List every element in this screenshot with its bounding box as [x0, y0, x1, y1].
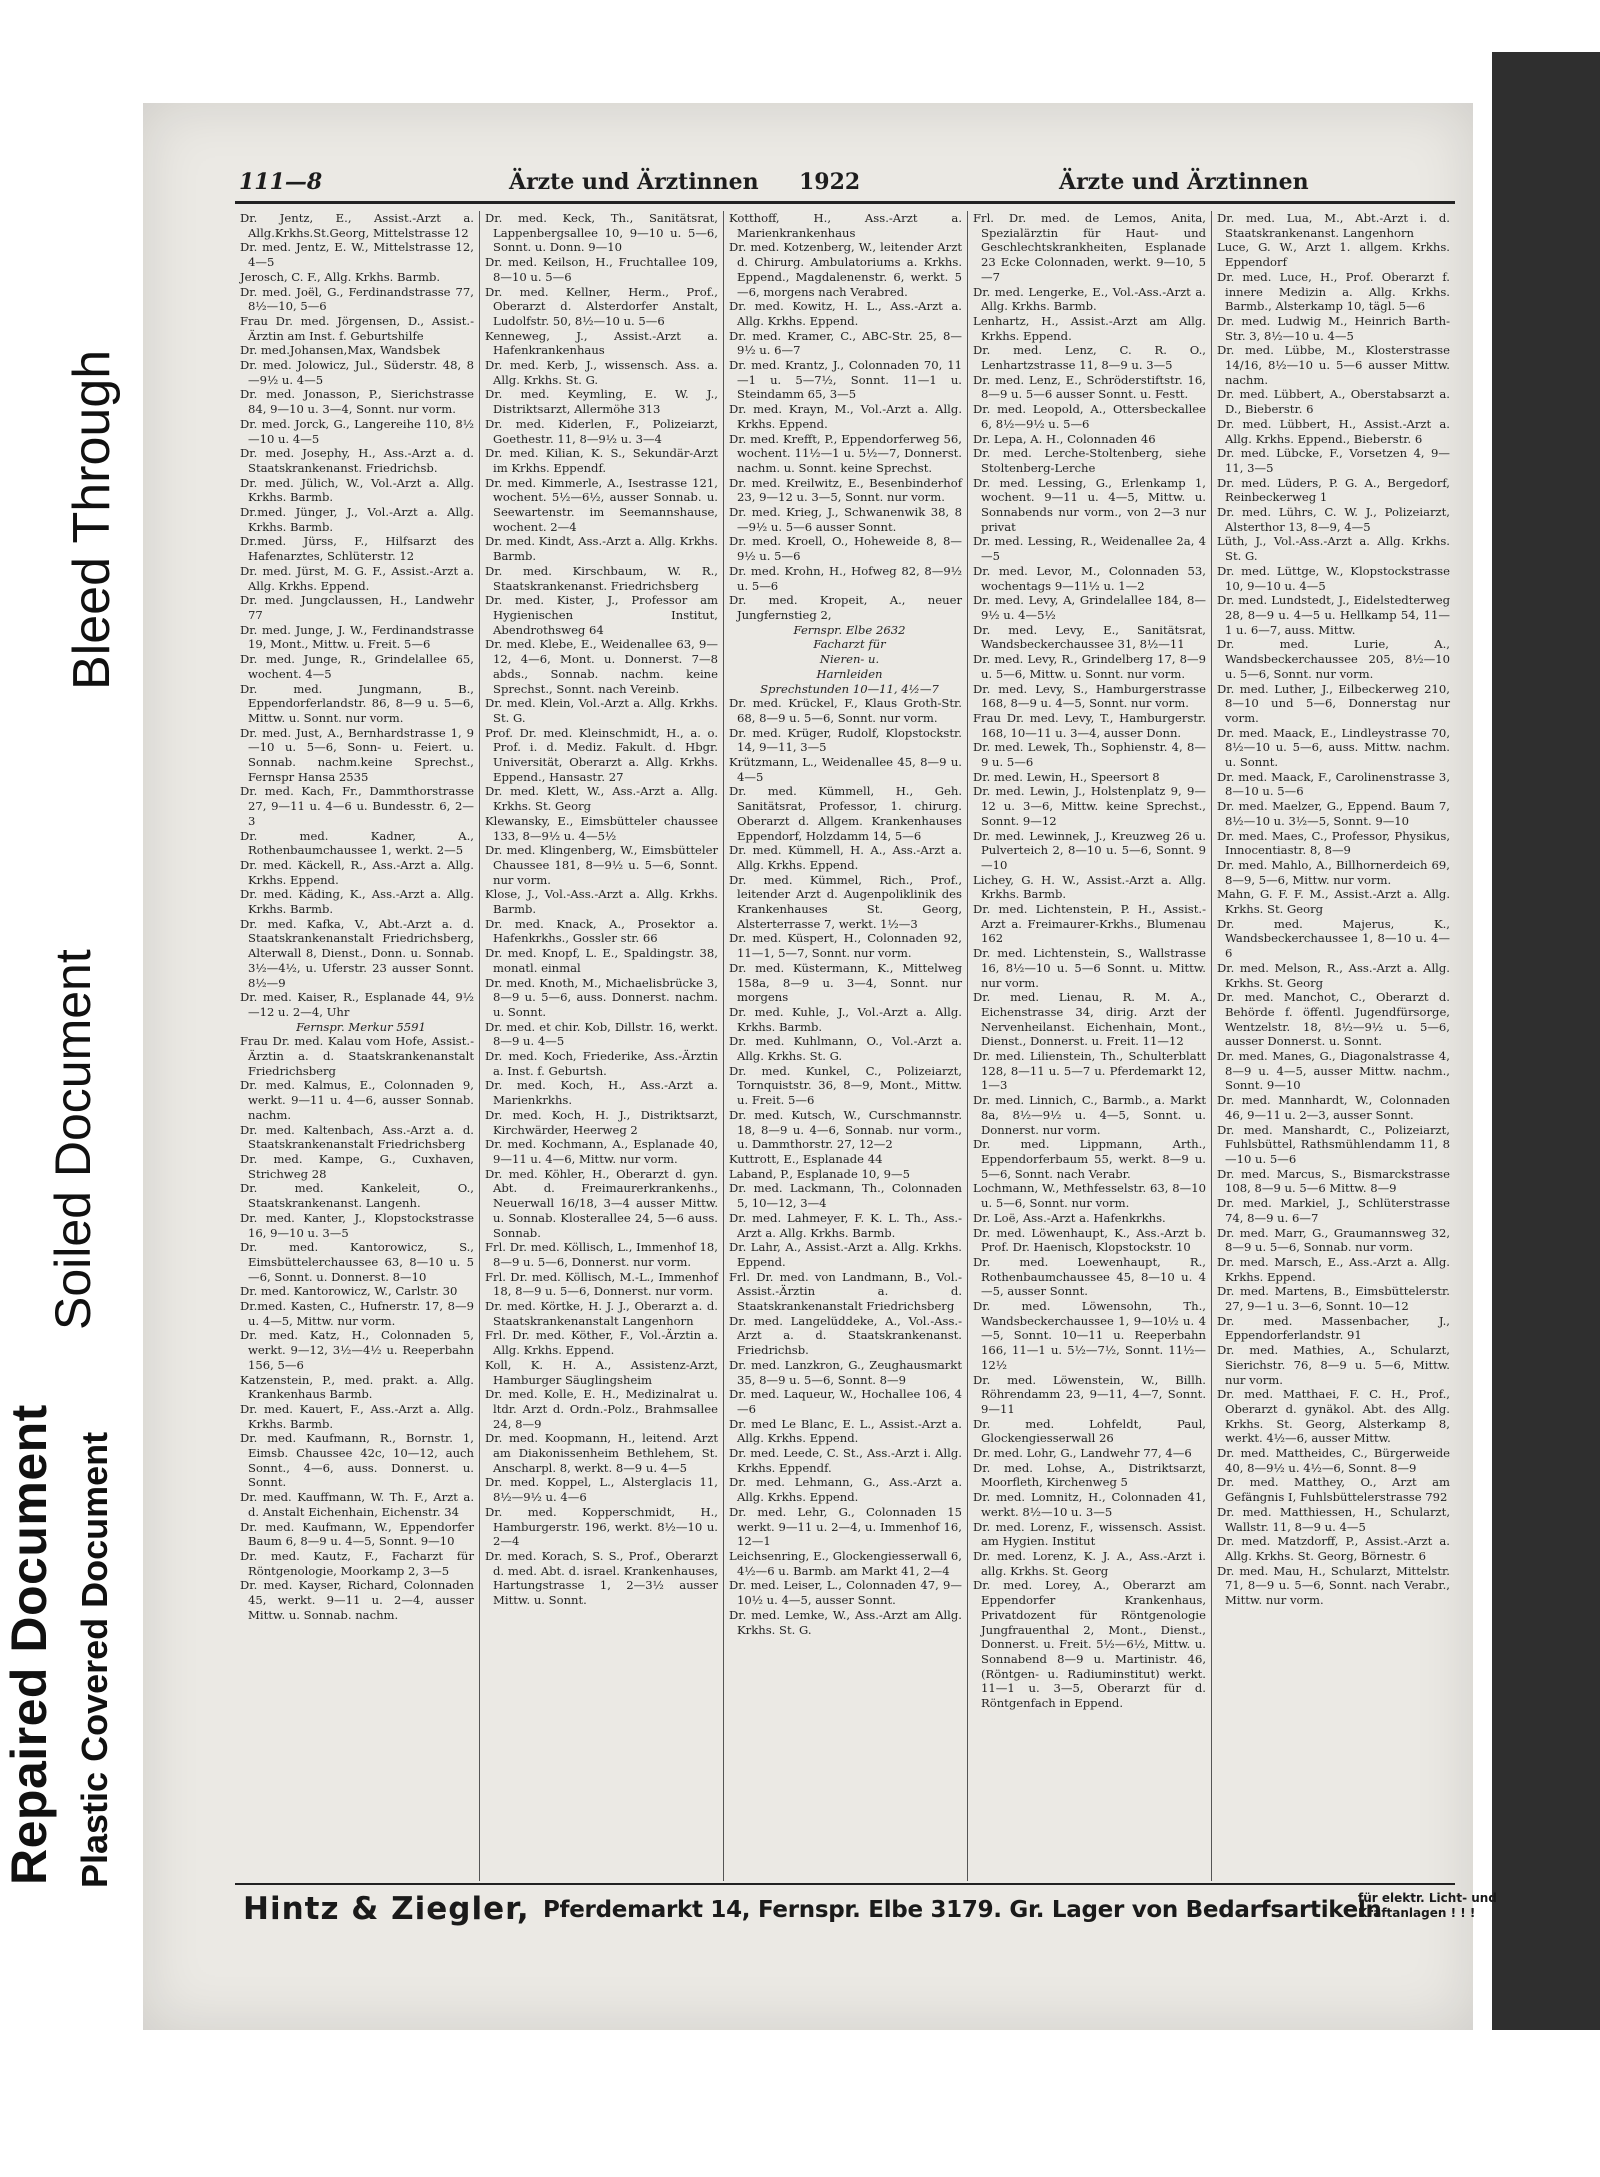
directory-entry: Dr. med. Jentz, E. W., Mittelstrasse 12, 4—5 [240, 240, 474, 270]
directory-entry: Dr. med. Löwensohn, Th., Wandsbeckerchaussee 1, 9—10½ u. 4—5, Sonnt. 10—11 u. Reeperbahn 166, 11—1 u. 5½—7½, Sonnt. 11½—12½ [973, 1299, 1206, 1372]
directory-entry: Dr. med. Joël, G., Ferdinandstrasse 77, 8½—10, 5—6 [240, 284, 474, 314]
directory-entry: Dr. med. et chir. Kob, Dillstr. 16, werkt. 8—9 u. 4—5 [485, 1019, 718, 1049]
directory-entry: Dr. med. Luce, H., Prof. Oberarzt f. innere Medizin a. Allg. Krkhs. Barmb., Alsterkamp 10, tägl. 5—6 [1217, 269, 1450, 314]
directory-entry: Dr. med. Lewinnek, J., Kreuzweg 26 u. Pulverteich 2, 8—10 u. 5—6, Sonnt. 9—10 [973, 828, 1206, 872]
directory-entry: Dr. med. Lerche-Stoltenberg, siehe Stoltenberg-Lerche [973, 446, 1206, 475]
directory-entry: Lüth, J., Vol.-Ass.-Arzt a. Allg. Krkhs. St. G. [1217, 534, 1450, 564]
column-3 [723, 211, 967, 1881]
directory-entry: Dr. med. Marsch, E., Ass.-Arzt a. Allg. Krkhs. Eppend. [1217, 1254, 1450, 1284]
directory-entry: Dr. med. Langelüddeke, A., Vol.-Ass.-Arzt a. d. Staatskrankenanst. Friedrichsb. [729, 1313, 962, 1358]
directory-entry: Dr. med. Käckell, R., Ass.-Arzt a. Allg. Krkhs. Eppend. [240, 857, 474, 887]
directory-entry: Dr. med. Kroell, O., Hoheweide 8, 8—9½ u. 5—6 [729, 534, 962, 564]
directory-entry: Kotthoff, H., Ass.-Arzt a. Marienkrankenhaus [729, 211, 962, 240]
directory-entry: Dr. med. Levy, S., Hamburgerstrasse 168, 8—9 u. 4—5, Sonnt. nur vorm. [973, 681, 1206, 711]
directory-entry: Dr. med. Lüttge, W., Klopstockstrasse 10, 9—10 u. 4—5 [1217, 563, 1450, 593]
directory-entry: Dr. med. Lienau, R. M. A., Eichenstrasse 34, dirig. Arzt der Nervenheilanst. Eichenhain, Mont., Dienst., Donnerst. u. Freit. 11—12 [973, 990, 1206, 1049]
directory-entry: Dr. med. Maack, E., Lindleystrasse 70, 8½—10 u. 5—6, auss. Mittw. nachm. u. Sonnt. [1217, 725, 1450, 770]
directory-entry: Fernspr. Merkur 5591 [296, 1019, 426, 1034]
directory-entry: Dr. med. Melson, R., Ass.-Arzt a. Allg. Krkhs. St. Georg [1217, 960, 1450, 990]
directory-entry: Dr. med. Klebe, E., Weidenallee 63, 9—12, 4—6, Mont. u. Donnerst. 7—8 abds., Sonnab. nachm. keine Sprechst., Sonnt. nach Vereinb. [485, 637, 718, 696]
directory-entry: Harnleiden [816, 666, 883, 681]
directory-entry: Dr. med. Lurie, A., Wandsbeckerchaussee 205, 8½—10 u. 5—6, Sonnt. nur vorm. [1217, 637, 1450, 681]
directory-entry: Dr. med. Levor, M., Colonnaden 53, wochentags 9—11½ u. 1—2 [973, 563, 1206, 593]
directory-entry: Dr. med. Klein, Vol.-Arzt a. Allg. Krkhs. St. G. [485, 696, 718, 725]
directory-entry: Dr. med. Lübcke, F., Vorsetzen 4, 9—11, 3—5 [1217, 446, 1450, 475]
directory-entry: Facharzt für [813, 637, 886, 652]
directory-entry: Dr. med. Lohr, G., Landwehr 77, 4—6 [973, 1446, 1192, 1461]
ad-address: Pferdemarkt 14, Fernspr. Elbe 3179. Gr. Lager von Bedarfsartikeln [543, 1897, 1382, 1923]
directory-entry: Frl. Dr. med. Köllisch, M.-L., Immenhof 18, 8—9 u. 5—6, Donnerst. nur vorm. [485, 1269, 718, 1299]
directory-entry: Dr. med. Keymling, E. W. J., Distriktsarzt, Allermöhe 313 [485, 387, 718, 417]
label-bleed-through: Bleed Through [63, 349, 121, 690]
directory-entry: Lochmann, W., Methfesselstr. 63, 8—10 u. 5—6, Sonnt. nur vorm. [973, 1181, 1206, 1211]
ad-side-line-1: für elektr. Licht- und [1358, 1891, 1497, 1905]
directory-entry: Dr. med. Keck, Th., Sanitätsrat, Lappenbergsallee 10, 9—10 u. 5—6, Sonnt. u. Donn. 9—10 [485, 211, 718, 255]
directory-entry: Dr. med. Mattheides, C., Bürgerweide 40, 8—9½ u. 4½—6, Sonnt. 8—9 [1217, 1446, 1450, 1475]
directory-entry: Dr.med. Kasten, C., Hufnerstr. 17, 8—9 u. 4—5, Mittw. nur vorm. [240, 1299, 474, 1328]
directory-entry: Dr. med. Löwenhaupt, K., Ass.-Arzt b. Prof. Dr. Haenisch, Klopstockstr. 10 [973, 1225, 1206, 1255]
directory-entry: Luce, G. W., Arzt 1. allgem. Krkhs. Eppendorf [1217, 240, 1450, 270]
label-repaired-document: Repaired Document [1, 1404, 57, 1885]
directory-entry: Dr. med. Lenz, E., Schröderstiftstr. 16, 8—9 u. 5—6 ausser Sonnt. u. Festt. [973, 372, 1206, 402]
directory-entry: Fernspr. Elbe 2632 [793, 622, 906, 637]
directory-entry: Dr. med. Krieg, J., Schwanenwik 38, 8—9½ u. 5—6 ausser Sonnt. [729, 505, 962, 534]
directory-entry: Dr. med. Klingenberg, W., Eimsbütteler Chaussee 181, 8—9½ u. 5—6, Sonnt. nur vorm. [485, 843, 718, 887]
ad-side-text [1358, 1891, 1497, 1921]
directory-entry: Dr. med. Jürst, M. G. F., Assist.-Arzt a. Allg. Krkhs. Eppend. [240, 563, 474, 593]
directory-entry: Dr. med. Kilian, K. S., Sekundär-Arzt im Krkhs. Eppendf. [485, 446, 718, 475]
directory-entry: Dr. med. Kantorowicz, S., Eimsbüttelerchaussee 63, 8—10 u. 5—6, Sonnt. u. Donnerst. 8—10 [240, 1240, 474, 1284]
directory-entry: Dr. med. Maelzer, G., Eppend. Baum 7, 8½—10 u. 3½—5, Sonnt. 9—10 [1217, 799, 1450, 828]
column-4 [967, 211, 1211, 1881]
directory-entry: Dr. med. Lua, M., Abt.-Arzt i. d. Staatskrankenanst. Langenhorn [1217, 211, 1450, 240]
directory-entry: Dr. med. Lübbert, A., Oberstabsarzt a. D., Bieberstr. 6 [1217, 387, 1450, 417]
directory-entry: Dr. med. Lorey, A., Oberarzt am Eppendorfer Krankenhaus, Privatdozent für Röntgenologie Jungfrauenthal 2, Mont., Dienst., Donnerst. u. Freit. 5½—6½, Mittw. u. Sonnabend 8—9 u. Martinistr. 46, (Röntgen- u. Radiuminstitut) werkt. 11—1 u. 3—5, Oberarzt für d. Röntgenfach in Eppend. [973, 1578, 1206, 1711]
directory-entry: Frl. Dr. med. de Lemos, Anita, Spezialärztin für Haut- und Geschlechtskrankheiten, Esplanade 23 Ecke Colonnaden, werkt. 9—10, 5—7 [973, 211, 1206, 284]
directory-entry: Frl. Dr. med. Köther, F., Vol.-Ärztin a. Allg. Krkhs. Eppend. [485, 1328, 718, 1358]
directory-entry: Dr. Lahr, A., Assist.-Arzt a. Allg. Krkhs. Eppend. [729, 1240, 962, 1269]
directory-entry: Dr. med. Lewin, J., Holstenplatz 9, 9—12 u. 3—6, Mittw. keine Sprechst., Sonnt. 9—12 [973, 784, 1206, 828]
directory-entry: Dr. med. Luther, J., Eilbeckerweg 210, 8—10 und 5—6, Donnerstag nur vorm. [1217, 681, 1450, 725]
directory-entry: Dr. med. Küspert, H., Colonnaden 92, 11—1, 5—7, Sonnt. nur vorm. [729, 931, 962, 961]
directory-entry: Dr. med. Kauffmann, W. Th. F., Arzt a. d. Anstalt Eichenhain, Eichenstr. 34 [240, 1490, 474, 1519]
directory-entry: Katzenstein, P., med. prakt. a. Allg. Krankenhaus Barmb. [240, 1372, 474, 1402]
directory-entry: Dr. med. Kantorowicz, W., Carlstr. 30 [240, 1284, 458, 1299]
directory-entry: Dr. med. Keilson, H., Fruchtallee 109, 8—10 u. 5—6 [485, 255, 718, 284]
directory-entry: Dr. med. Krayn, M., Vol.-Arzt a. Allg. Krkhs. Eppend. [729, 402, 962, 431]
directory-entry: Dr. med. Lanzkron, G., Zeughausmarkt 35, 8—9 u. 5—6, Sonnt. 8—9 [729, 1357, 962, 1387]
directory-entry: Jerosch, C. F., Allg. Krkhs. Barmb. [240, 269, 441, 284]
directory-entry: Dr. med. Marr, G., Graumannsweg 32, 8—9 u. 5—6, Sonnab. nur vorm. [1217, 1225, 1450, 1255]
page-number: 111—8 [239, 169, 323, 195]
directory-entry: Dr. med. Kuhlmann, O., Vol.-Arzt a. Allg. Krkhs. St. G. [729, 1034, 962, 1064]
directory-entry: Frl. Dr. med. Köllisch, L., Immenhof 18, 8—9 u. 5—6, Donnerst. nur vorm. [485, 1240, 718, 1269]
directory-entry: Dr. med. Mannhardt, W., Colonnaden 46, 9—11 u. 2—3, ausser Sonnt. [1217, 1093, 1450, 1122]
directory-entry: Dr. med. Küstermann, K., Mittelweg 158a, 8—9 u. 3—4, Sonnt. nur morgens [729, 960, 962, 1005]
directory-entry: Dr. med. Kopperschmidt, H., Hamburgerstr. 196, werkt. 8½—10 u. 2—4 [485, 1504, 718, 1549]
directory-entry: Dr. med. Mahlo, A., Billhornerdeich 69, 8—9, 5—6, Mittw. nur vorm. [1217, 857, 1450, 887]
directory-entry: Dr. med. Marcus, S., Bismarckstrasse 108, 8—9 u. 5—6 Mittw. 8—9 [1217, 1166, 1450, 1196]
directory-entry: Dr. med. Manes, G., Diagonalstrasse 4, 8—9 u. 4—5, ausser Mittw. nachm., Sonnt. 9—10 [1217, 1049, 1450, 1093]
directory-entry: Klose, J., Vol.-Ass.-Arzt a. Allg. Krkhs. Barmb. [485, 887, 718, 917]
directory-entry: Dr. med. Koopmann, H., leitend. Arzt am Diakonissenheim Bethlehem, St. Anscharpl. 8, werkt. 8—9 u. 4—5 [485, 1431, 718, 1475]
directory-entry: Dr. Jentz, E., Assist.-Arzt a. Allg.Krkhs.St.Georg, Mittelstrasse 12 [240, 211, 474, 240]
directory-entry: Dr. med. Kafka, V., Abt.-Arzt a. d. Staatskrankenanstalt Friedrichsberg, Alterwall 8, Dienst., Donn. u. Sonnab. 3½—4½, u. Uferstr. 23 ausser Sonnt. 8½—9 [240, 916, 474, 990]
directory-entry: Dr. med. Kalmus, E., Colonnaden 9, werkt. 9—11 u. 4—6, ausser Sonnab. nachm. [240, 1078, 474, 1122]
directory-entry: Dr. med. Lorenz, F., wissensch. Assist. am Hygien. Institut [973, 1519, 1206, 1549]
directory-entry: Dr. med. Kampe, G., Cuxhaven, Strichweg 28 [240, 1152, 474, 1181]
directory-entry: Kuttrott, E., Esplanade 44 [729, 1152, 883, 1166]
header-section-left: Ärzte und Ärztinnen [509, 169, 759, 195]
directory-entry: Lenhartz, H., Assist.-Arzt am Allg. Krkhs. Eppend. [973, 313, 1206, 343]
directory-entry: Dr. med. Korach, S. S., Prof., Oberarzt d. med. Abt. d. israel. Krankenhauses, Hartungstrasse 1, 2—3½ ausser Mittw. u. Sonnt. [485, 1548, 718, 1608]
directory-entry: Dr. med. Jonasson, P., Sierichstrasse 84, 9—10 u. 3—4, Sonnt. nur vorm. [240, 387, 474, 417]
directory-entry: Dr. med. Löwenstein, W., Billh. Röhrendamm 23, 9—11, 4—7, Sonnt. 9—11 [973, 1372, 1206, 1416]
directory-entry: Dr. med. Kowitz, H. L., Ass.-Arzt a. Allg. Krkhs. Eppend. [729, 299, 962, 328]
directory-entry: Dr. med. Lehmann, G., Ass.-Arzt a. Allg. Krkhs. Eppend. [729, 1475, 962, 1505]
directory-entry: Dr. med. Lahmeyer, F. K. L. Th., Ass.-Arzt a. Allg. Krkhs. Barmb. [729, 1210, 962, 1240]
column-2 [479, 211, 723, 1881]
directory-entry: Frau Dr. med. Jörgensen, D., Assist.-Ärztin am Inst. f. Geburtshilfe [240, 313, 474, 343]
directory-entry: Dr. med. Leede, C. St., Ass.-Arzt i. Allg. Krkhs. Eppendf. [729, 1446, 962, 1475]
directory-entry: Frau Dr. med. Levy, T., Hamburgerstr. 168, 10—11 u. 3—4, ausser Donn. [973, 710, 1206, 740]
directory-entry: Dr. med. Junge, J. W., Ferdinandstrasse 19, Mont., Mittw. u. Freit. 5—6 [240, 622, 474, 652]
header-rule [235, 201, 1455, 204]
directory-entry: Dr. med. Lengerke, E., Vol.-Ass.-Arzt a. Allg. Krkhs. Barmb. [973, 284, 1206, 314]
directory-entry: Dr. med. Kümmell, H. A., Ass.-Arzt a. Allg. Krkhs. Eppend. [729, 843, 962, 872]
directory-entry: Klewansky, E., Eimsbütteler chaussee 133, 8—9½ u. 4—5½ [485, 813, 718, 843]
directory-entry: Dr. med. Körtke, H. J. J., Oberarzt a. d. Staatskrankenanstalt Langenhorn [485, 1299, 718, 1328]
directory-entry: Dr. med. Koch, Friederike, Ass.-Ärztin a. Inst. f. Geburtsh. [485, 1049, 718, 1078]
directory-entry: Dr. med. Lohfeldt, Paul, Glockengiesserwall 26 [973, 1416, 1206, 1446]
directory-entry: Dr. med. Lippmann, Arth., Eppendorferbaum 55, werkt. 8—9 u. 5—6, Sonnt. nach Verabr. [973, 1137, 1206, 1181]
directory-entry: Dr. med. Martens, B., Eimsbüttelerstr. 27, 9—1 u. 3—6, Sonnt. 10—12 [1217, 1284, 1450, 1314]
directory-entry: Dr. med. Kramer, C., ABC-Str. 25, 8—9½ u. 6—7 [729, 328, 962, 358]
scanned-page [143, 103, 1497, 2030]
directory-entry: Dr. med. Kadner, A., Rothenbaumchaussee 1, werkt. 2—5 [240, 828, 474, 858]
directory-entry: Dr. med. Levy, A, Grindelallee 184, 8—9½ u. 4—5½ [973, 593, 1206, 622]
directory-entry: Dr. med. Lewek, Th., Sophienstr. 4, 8—9 u. 5—6 [973, 740, 1206, 770]
directory-entry: Dr. med. Mathies, A., Schularzt, Sierichstr. 76, 8—9 u. 5—6, Mittw. nur vorm. [1217, 1343, 1450, 1387]
directory-entry: Dr. med. Lüders, P. G. A., Bergedorf, Reinbeckerweg 1 [1217, 475, 1450, 505]
directory-entry: Frl. Dr. med. von Landmann, B., Vol.-Assist.-Ärztin a. d. Staatskrankenanstalt Friedrichsberg [729, 1269, 962, 1314]
directory-entry: Dr. med. Kirschbaum, W. R., Staatskrankenanst. Friedrichsberg [485, 563, 718, 593]
directory-entry: Dr. med. Koch, H., Ass.-Arzt a. Marienkrkhs. [485, 1078, 718, 1108]
directory-entry: Dr. med. Koppel, L., Alsterglacis 11, 8½—9½ u. 4—6 [485, 1475, 718, 1505]
directory-entry: Dr. med. Knopf, L. E., Spaldingstr. 38, monatl. einmal [485, 946, 718, 975]
directory-entry: Dr. Lepa, A. H., Colonnaden 46 [973, 431, 1156, 446]
directory-entry: Dr. med. Kimmerle, A., Isestrasse 121, wochent. 5½—6½, ausser Sonnab. u. Seewartenstr. im Seemannshause, wochent. 2—4 [485, 475, 718, 534]
directory-entry: Lichey, G. H. W., Assist.-Arzt a. Allg. Krkhs. Barmb. [973, 872, 1206, 902]
directory-entry: Dr. med. Lackmann, Th., Colonnaden 5, 10—12, 3—4 [729, 1181, 962, 1211]
directory-entry: Laband, P., Esplanade 10, 9—5 [729, 1166, 910, 1181]
directory-entry: Dr. med. Lehr, G., Colonnaden 15 werkt. 9—11 u. 2—4, u. Immenhof 16, 12—1 [729, 1504, 962, 1549]
column-1 [235, 211, 479, 1881]
ad-brand: Hintz & Ziegler, [243, 1891, 530, 1927]
directory-entry: Leichsenring, E., Glockengiesserwall 6, 4½—6 u. Barmb. am Markt 41, 2—4 [729, 1548, 962, 1578]
directory-entry: Dr. med. Kauert, F., Ass.-Arzt a. Allg. Krkhs. Barmb. [240, 1401, 474, 1431]
directory-entry: Dr. med. Lomnitz, H., Colonnaden 41, werkt. 8½—10 u. 3—5 [973, 1490, 1206, 1519]
directory-entry: Dr. med. Lewin, H., Speersort 8 [973, 769, 1160, 784]
ad-side-line-2: Kraftanlagen ! ! ! [1358, 1906, 1476, 1920]
directory-entry: Dr. med. Kister, J., Professor am Hygienischen Institut, Abendrothsweg 64 [485, 593, 718, 637]
label-soiled-document: Soiled Document [45, 949, 101, 1330]
directory-entry: Dr. med. Matthiessen, H., Schularzt, Wallstr. 11, 8—9 u. 4—5 [1217, 1504, 1450, 1534]
directory-entry: Dr. med. Lohse, A., Distriktsarzt, Moorfleth, Kirchenweg 5 [973, 1460, 1206, 1490]
directory-entry: Dr.med. Jürss, F., Hilfsarzt des Hafenarztes, Schlüterstr. 12 [240, 534, 474, 564]
directory-entry: Dr. med. Krüger, Rudolf, Klopstockstr. 14, 9—11, 3—5 [729, 725, 962, 755]
header-section-right: Ärzte und Ärztinnen [1059, 169, 1309, 195]
directory-entry: Dr. med. Knoth, M., Michaelisbrücke 3, 8—9 u. 5—6, auss. Donnerst. nachm. u. Sonnt. [485, 975, 718, 1019]
directory-entry: Dr. med. Massenbacher, J., Eppendorferlandstr. 91 [1217, 1313, 1450, 1343]
header-year: 1922 [799, 169, 861, 195]
directory-entry: Dr. med. Kankeleit, O., Staatskrankenanst. Langenh. [240, 1181, 474, 1211]
directory-entry: Dr. med. Maes, C., Professor, Physikus, Innocentiastr. 8, 8—9 [1217, 828, 1450, 858]
directory-entry: Krützmann, L., Weidenallee 45, 8—9 u. 4—5 [729, 755, 962, 784]
directory-entry: Dr. med. Linnich, C., Barmb., a. Markt 8a, 8½—9½ u. 4—5, Sonnt. u. Donnerst. nur vorm. [973, 1093, 1206, 1137]
directory-entry: Koll, K. H. A., Assistenz-Arzt, Hamburger Säuglingsheim [485, 1357, 718, 1387]
directory-entry: Dr. med. Kolle, E. H., Medizinalrat u. ltdr. Arzt d. Ordn.-Polz., Brahmsallee 24, 8—9 [485, 1387, 718, 1431]
directory-entry: Dr.med. Jünger, J., Vol.-Arzt a. Allg. Krkhs. Barmb. [240, 505, 474, 534]
directory-entry: Dr. med. Ludwig M., Heinrich Barth-Str. 3, 8½—10 u. 4—5 [1217, 313, 1450, 343]
directory-entry: Dr. med. Lichtenstein, P. H., Assist.-Arzt a. Freimaurer-Krkhs., Blumenau 162 [973, 902, 1206, 946]
directory-entry: Dr. med. Lemke, W., Ass.-Arzt am Allg. Krkhs. St. G. [729, 1607, 962, 1637]
directory-entry: Dr. med. Loewenhaupt, R., Rothenbaumchaussee 45, 8—10 u. 4—5, ausser Sonnt. [973, 1254, 1206, 1299]
directory-entry: Dr. med. Jungmann, B., Eppendorferlandstr. 86, 8—9 u. 5—6, Mittw. u. Sonnt. nur vorm. [240, 681, 474, 725]
directory-entry: Dr. med. Kaltenbach, Ass.-Arzt a. d. Staatskrankenanstalt Friedrichsberg [240, 1122, 474, 1152]
directory-entry: Dr. med. Maack, F., Carolinenstrasse 3, 8—10 u. 5—6 [1217, 769, 1450, 799]
directory-entry: Dr. med. Leiser, L., Colonnaden 47, 9—10½ u. 4—5, ausser Sonnt. [729, 1578, 962, 1608]
directory-entry: Dr. med. Krantz, J., Colonnaden 70, 11—1 u. 5—7½, Sonnt. 11—1 u. Steindamm 65, 3—5 [729, 358, 962, 402]
directory-entry: Dr. med. Kayser, Richard, Colonnaden 45, werkt. 9—11 u. 2—4, ausser Mittw. u. Sonnab. nachm. [240, 1578, 474, 1622]
directory-columns [235, 211, 1457, 1881]
directory-entry: Prof. Dr. med. Kleinschmidt, H., a. o. Prof. i. d. Mediz. Fakult. d. Hbgr. Universität, Oberarzt a. Allg. Krkhs. Eppend., Hansastr. 27 [485, 725, 718, 784]
directory-entry: Kenneweg, J., Assist.-Arzt a. Hafenkrankenhaus [485, 328, 718, 358]
directory-entry: Dr. med. Kunkel, C., Polizeiarzt, Tornquiststr. 36, 8—9, Mont., Mittw. u. Freit. 5—6 [729, 1063, 962, 1108]
directory-entry: Dr. med. Mau, H., Schularzt, Mittelstr. 71, 8—9 u. 5—6, Sonnt. nach Verabr., Mittw. nur vorm. [1217, 1563, 1450, 1608]
directory-entry: Dr. med. Levy, R., Grindelberg 17, 8—9 u. 5—6, Mittw. u. Sonnt. nur vorm. [973, 652, 1206, 681]
directory-entry: Dr. med. Lessing, R., Weidenallee 2a, 4—5 [973, 534, 1206, 564]
directory-entry: Dr. med. Lübbe, M., Klosterstrasse 14/16, 8½—10 u. 5—6 ausser Mittw. nachm. [1217, 343, 1450, 387]
directory-entry: Dr. med. Josephy, H., Ass.-Arzt a. d. Staatskrankenanst. Friedrichsb. [240, 446, 474, 475]
directory-entry: Dr. med. Koch, H. J., Distriktsarzt, Kirchwärder, Heerweg 2 [485, 1107, 718, 1137]
directory-entry: Dr. med. Just, A., Bernhardstrasse 1, 9—10 u. 5—6, Sonn- u. Feiert. u. Sonnab. nachm.keine Sprechst., Fernspr Hansa 2535 [240, 725, 474, 784]
directory-entry: Dr. med Le Blanc, E. L., Assist.-Arzt a. Allg. Krkhs. Eppend. [729, 1416, 962, 1446]
directory-entry: Dr. med. Jungclaussen, H., Landwehr 77 [240, 593, 474, 622]
directory-entry: Dr. med. Laqueur, W., Hochallee 106, 4—6 [729, 1387, 962, 1416]
directory-entry: Dr. med. Matthey, O., Arzt am Gefängnis I, Fuhlsbüttelerstrasse 792 [1217, 1475, 1450, 1505]
directory-entry: Dr. med. Levy, E., Sanitätsrat, Wandsbeckerchaussee 31, 8½—11 [973, 622, 1206, 652]
label-plastic-covered-document: Plastic Covered Document [74, 1431, 115, 1888]
directory-entry: Dr. med. Kreilwitz, E., Besenbinderhof 23, 9—12 u. 3—5, Sonnt. nur vorm. [729, 475, 962, 505]
directory-entry: Dr. med.Johansen,Max, Wandsbek [240, 343, 440, 358]
directory-entry: Dr. med. Manshardt, C., Polizeiarzt, Fuhlsbüttel, Rathsmühlendamm 11, 8—10 u. 5—6 [1217, 1122, 1450, 1166]
directory-entry: Dr. med. Manchot, C., Oberarzt d. Behörde f. öffentl. Jugendfürsorge, Wentzelstr. 18, 8½—9½ u. 5—6, ausser Donnerst. u. Sonnt. [1217, 990, 1450, 1049]
directory-entry: Sprechstunden 10—11, 4½—7 [760, 681, 939, 696]
directory-entry: Dr. med. Matzdorff, P., Assist.-Arzt a. Allg. Krkhs. St. Georg, Börnestr. 6 [1217, 1534, 1450, 1563]
directory-entry: Frau Dr. med. Kalau vom Hofe, Assist.-Ärztin a. d. Staatskrankenanstalt Friedrichsberg [240, 1034, 474, 1078]
directory-entry: Dr. med. Lenz, C. R. O., Lenhartzstrasse 11, 8—9 u. 3—5 [973, 343, 1206, 373]
directory-entry: Dr. med. Kach, Fr., Dammthorstrasse 27, 9—11 u. 4—6 u. Bundesstr. 6, 2—3 [240, 784, 474, 828]
directory-entry: Dr. med. Kindt, Ass.-Arzt a. Allg. Krkhs. Barmb. [485, 534, 718, 564]
directory-entry: Dr. med. Lichtenstein, S., Wallstrasse 16, 8½—10 u. 5—6 Sonnt. u. Mittw. nur vorm. [973, 946, 1206, 990]
directory-entry: Dr. Loë, Ass.-Arzt a. Hafenkrkhs. [973, 1210, 1166, 1225]
directory-entry: Dr. med. Lübbert, H., Assist.-Arzt a. Allg. Krkhs. Eppend., Bieberstr. 6 [1217, 416, 1450, 446]
directory-entry: Nieren- u. [819, 652, 880, 667]
column-5 [1211, 211, 1455, 1881]
directory-entry: Dr. med. Kümmel, Rich., Prof., leitender Arzt d. Augenpoliklinik des Krankenhauses St. Georg, Alsterterrasse 7, werkt. 1½—3 [729, 872, 962, 931]
directory-entry: Dr. med. Kuhle, J., Vol.-Arzt a. Allg. Krkhs. Barmb. [729, 1004, 962, 1034]
directory-entry: Dr. med. Katz, H., Colonnaden 5, werkt. 9—12, 3½—4½ u. Reeperbahn 156, 5—6 [240, 1328, 474, 1372]
directory-entry: Dr. med. Lorenz, K. J. A., Ass.-Arzt i. allg. Krkhs. St. Georg [973, 1548, 1206, 1578]
scan-background-bar [1492, 52, 1600, 2030]
directory-entry: Dr. med. Kaufmann, R., Bornstr. 1, Eimsb. Chaussee 42c, 10—12, auch Sonnt., 4—6, auss. Donnerst. u. Sonnt. [240, 1431, 474, 1490]
directory-entry: Dr. med. Kutsch, W., Curschmannstr. 18, 8—9 u. 4—6, Sonnab. nur vorm., u. Dammthorstr. 27, 12—2 [729, 1107, 962, 1152]
directory-entry: Dr. med. Kellner, Herm., Prof., Oberarzt d. Alsterdorfer Anstalt, Ludolfstr. 50, 8½—10 u. 5—6 [485, 284, 718, 328]
directory-entry: Dr. med. Kanter, J., Klopstockstrasse 16, 9—10 u. 3—5 [240, 1210, 474, 1240]
directory-entry: Dr. med. Kotzenberg, W., leitender Arzt d. Chirurg. Ambulatoriums a. Krkhs. Eppend., Magdalenenstr. 6, werkt. 5—6, morgens nach Verabred. [729, 240, 962, 299]
advertisement-footer [243, 1887, 1497, 1939]
directory-entry: Dr. med. Lilienstein, Th., Schulterblatt 128, 8—11 u. 5—7 u. Pferdemarkt 12, 1—3 [973, 1049, 1206, 1093]
directory-entry: Dr. med. Jorck, G., Langereihe 110, 8½—10 u. 4—5 [240, 416, 474, 446]
directory-entry: Dr. med. Kerb, J., wissensch. Ass. a. Allg. Krkhs. St. G. [485, 358, 718, 387]
directory-entry: Dr. med. Kaiser, R., Esplanade 44, 9½—12 u. 2—4, Uhr [240, 990, 474, 1019]
footer-rule [235, 1883, 1455, 1885]
directory-entry: Dr. med. Markiel, J., Schlüterstrasse 74, 8—9 u. 6—7 [1217, 1196, 1450, 1225]
directory-entry: Dr. med. Krohn, H., Hofweg 82, 8—9½ u. 5—6 [729, 563, 962, 593]
directory-entry: Dr. med. Käding, K., Ass.-Arzt a. Allg. Krkhs. Barmb. [240, 887, 474, 917]
directory-entry: Dr. med. Kochmann, A., Esplanade 40, 9—11 u. 4—6, Mittw. nur vorm. [485, 1137, 718, 1166]
directory-entry: Dr. med. Köhler, H., Oberarzt d. gyn. Abt. d. Freimaurerkrankenhs., Neuerwall 16/18, 3—4 ausser Mittw. u. Sonnab. Klosterallee 24, 5—6 auss. Sonnab. [485, 1166, 718, 1240]
directory-entry: Dr. med. Kautz, F., Facharzt für Röntgenologie, Moorkamp 2, 3—5 [240, 1548, 474, 1578]
directory-entry: Dr. med. Matthaei, F. C. H., Prof., Oberarzt d. gynäkol. Abt. des Allg. Krkhs. St. Georg, Alsterkamp 8, werkt. 4½—6, ausser Mittw. [1217, 1387, 1450, 1446]
directory-entry: Dr. med. Lührs, C. W. J., Polizeiarzt, Alsterthor 13, 8—9, 4—5 [1217, 505, 1450, 534]
directory-entry: Dr. med. Kaufmann, W., Eppendorfer Baum 6, 8—9 u. 4—5, Sonnt. 9—10 [240, 1519, 474, 1549]
directory-entry: Dr. med. Leopold, A., Ottersbeckallee 6, 8½—9½ u. 5—6 [973, 402, 1206, 431]
directory-entry: Dr. med. Jolowicz, Jul., Süderstr. 48, 8—9½ u. 4—5 [240, 358, 474, 387]
directory-entry: Dr. med. Lundstedt, J., Eidelstedterweg 28, 8—9 u. 4—5 u. Hellkamp 54, 11—1 u. 6—7, auss. Mittw. [1217, 593, 1450, 637]
directory-entry: Dr. med. Kropeit, A., neuer Jungfernstieg 2, [729, 593, 962, 622]
directory-entry: Dr. med. Krückel, F., Klaus Groth-Str. 68, 8—9 u. 5—6, Sonnt. nur vorm. [729, 696, 962, 725]
directory-entry: Dr. med. Knack, A., Prosektor a. Hafenkrkhs., Gossler str. 66 [485, 916, 718, 946]
directory-entry: Dr. med. Junge, R., Grindelallee 65, wochent. 4—5 [240, 652, 474, 681]
directory-entry: Dr. med. Jülich, W., Vol.-Arzt a. Allg. Krkhs. Barmb. [240, 475, 474, 505]
directory-entry: Dr. med. Kümmell, H., Geh. Sanitätsrat, Professor, 1. chirurg. Oberarzt d. Allgem. Krankenhauses Eppendorf, Holzdamm 14, 5—6 [729, 784, 962, 843]
directory-entry: Dr. med. Kiderlen, F., Polizeiarzt, Goethestr. 11, 8—9½ u. 3—4 [485, 416, 718, 446]
directory-entry: Dr. med. Krefft, P., Eppendorferweg 56, wochent. 11½—1 u. 5½—7, Donnerst. nachm. u. Sonnt. keine Sprechst. [729, 431, 962, 475]
directory-entry: Mahn, G. F. F. M., Assist.-Arzt a. Allg. Krkhs. St. Georg [1217, 887, 1450, 917]
directory-entry: Dr. med. Lessing, G., Erlenkamp 1, wochent. 9—11 u. 4—5, Mittw. u. Sonnabends nur vorm., von 2—3 nur privat [973, 475, 1206, 534]
directory-entry: Dr. med. Klett, W., Ass.-Arzt a. Allg. Krkhs. St. Georg [485, 784, 718, 814]
directory-entry: Dr. med. Majerus, K., Wandsbeckerchaussee 1, 8—10 u. 4—6 [1217, 916, 1450, 961]
